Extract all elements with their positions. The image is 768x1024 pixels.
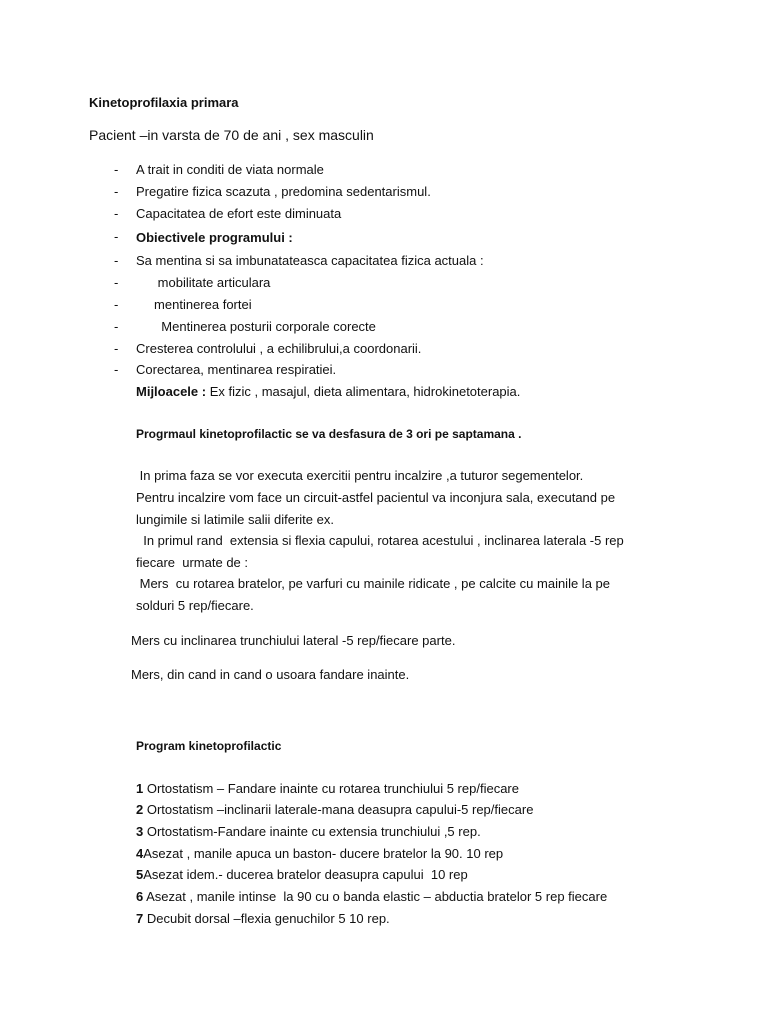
program-item [136, 824, 481, 840]
program-title: Program kinetoprofilactic [136, 739, 282, 753]
warmup-line: In primul rand extensia si flexia capului, rotarea acestului , inclinarea laterala -5 rep [136, 533, 624, 548]
walk-line: Mers, din cand in cand o usoara fandare inainte. [131, 667, 410, 682]
program-item-text: Ortostatism –inclinarii laterale-mana deasupra capului-5 rep/fiecare [143, 802, 534, 817]
program-item-text: Ortostatism-Fandare inainte cu extensia trunchiului ,5 rep. [143, 824, 481, 839]
program-item [136, 889, 607, 905]
objectives-heading: Obiectivele programului : [136, 230, 293, 245]
document-title: Kinetoprofilaxia primara [89, 95, 239, 110]
walk-line: Mers cu inclinarea trunchiului lateral -5 rep/fiecare parte. [131, 633, 456, 648]
program-item [136, 802, 533, 818]
patient-line: Pacient –in varsta de 70 de ani , sex masculin [89, 127, 374, 143]
program-item-number: 1 [136, 781, 144, 796]
schedule-line: Progrmaul kinetoprofilactic se va desfasura de 3 ori pe saptamana . [136, 427, 522, 441]
warmup-line: fiecare urmate de : [136, 555, 248, 570]
bullet-dash: - [114, 229, 119, 244]
program-item [136, 781, 519, 797]
bullet-item: Cresterea controlului , a echilibrului,a coordonarii. [136, 341, 422, 356]
bullet-dash: - [114, 206, 119, 221]
program-item-text: Ortostatism – Fandare inainte cu rotarea trunchiului 5 rep/fiecare [143, 781, 519, 796]
program-item-text: Asezat , manile intinse la 90 cu o banda elastic – abductia bratelor 5 rep fiecare [143, 889, 608, 904]
warmup-line: Mers cu rotarea bratelor, pe varfuri cu mainile ridicate , pe calcite cu mainile la pe [136, 576, 610, 591]
bullet-item: mentinerea fortei [136, 297, 252, 312]
bullet-item: mobilitate articulara [136, 275, 271, 290]
bullet-dash: - [114, 253, 119, 268]
program-item-number: 5 [136, 867, 144, 882]
program-item-text: Asezat , manile apuca un baston- ducere bratelor la 90. 10 rep [143, 846, 504, 861]
bullet-item: Mentinerea posturii corporale corecte [136, 319, 376, 334]
program-item-text: Asezat idem.- ducerea bratelor deasupra capului 10 rep [143, 867, 468, 882]
program-item [136, 867, 468, 883]
warmup-line: In prima faza se vor executa exercitii pentru incalzire ,a tuturor segementelor. [136, 468, 584, 483]
bullet-item: Pregatire fizica scazuta , predomina sedentarismul. [136, 184, 431, 199]
program-item-text: Decubit dorsal –flexia genuchilor 5 10 rep. [143, 911, 390, 926]
means-text: Ex fizic , masajul, dieta alimentara, hidrokinetoterapia. [206, 384, 521, 399]
bullet-dash: - [114, 297, 119, 312]
program-item-number: 3 [136, 824, 144, 839]
program-item-number: 7 [136, 911, 144, 926]
bullet-dash: - [114, 275, 119, 290]
bullet-dash: - [114, 341, 119, 356]
bullet-dash: - [114, 162, 119, 177]
warmup-line: solduri 5 rep/fiecare. [136, 598, 254, 613]
bullet-item: Sa mentina si sa imbunatateasca capacitatea fizica actuala : [136, 253, 484, 268]
bullet-item: Corectarea, mentinarea respiratiei. [136, 362, 337, 377]
program-item-number: 2 [136, 802, 144, 817]
program-item [136, 846, 503, 862]
program-item-number: 6 [136, 889, 144, 904]
program-item [136, 911, 390, 927]
bullet-dash: - [114, 362, 119, 377]
warmup-line: lungimile si latimile salii diferite ex. [136, 512, 334, 527]
bullet-item: Capacitatea de efort este diminuata [136, 206, 342, 221]
bullet-dash: - [114, 184, 119, 199]
bullet-dash: - [114, 319, 119, 334]
bullet-item: A trait in conditi de viata normale [136, 162, 324, 177]
warmup-line: Pentru incalzire vom face un circuit-astfel pacientul va inconjura sala, executand pe [136, 490, 616, 505]
means-label: Mijloacele : [136, 384, 207, 399]
program-item-number: 4 [136, 846, 144, 861]
means-line [136, 384, 520, 400]
